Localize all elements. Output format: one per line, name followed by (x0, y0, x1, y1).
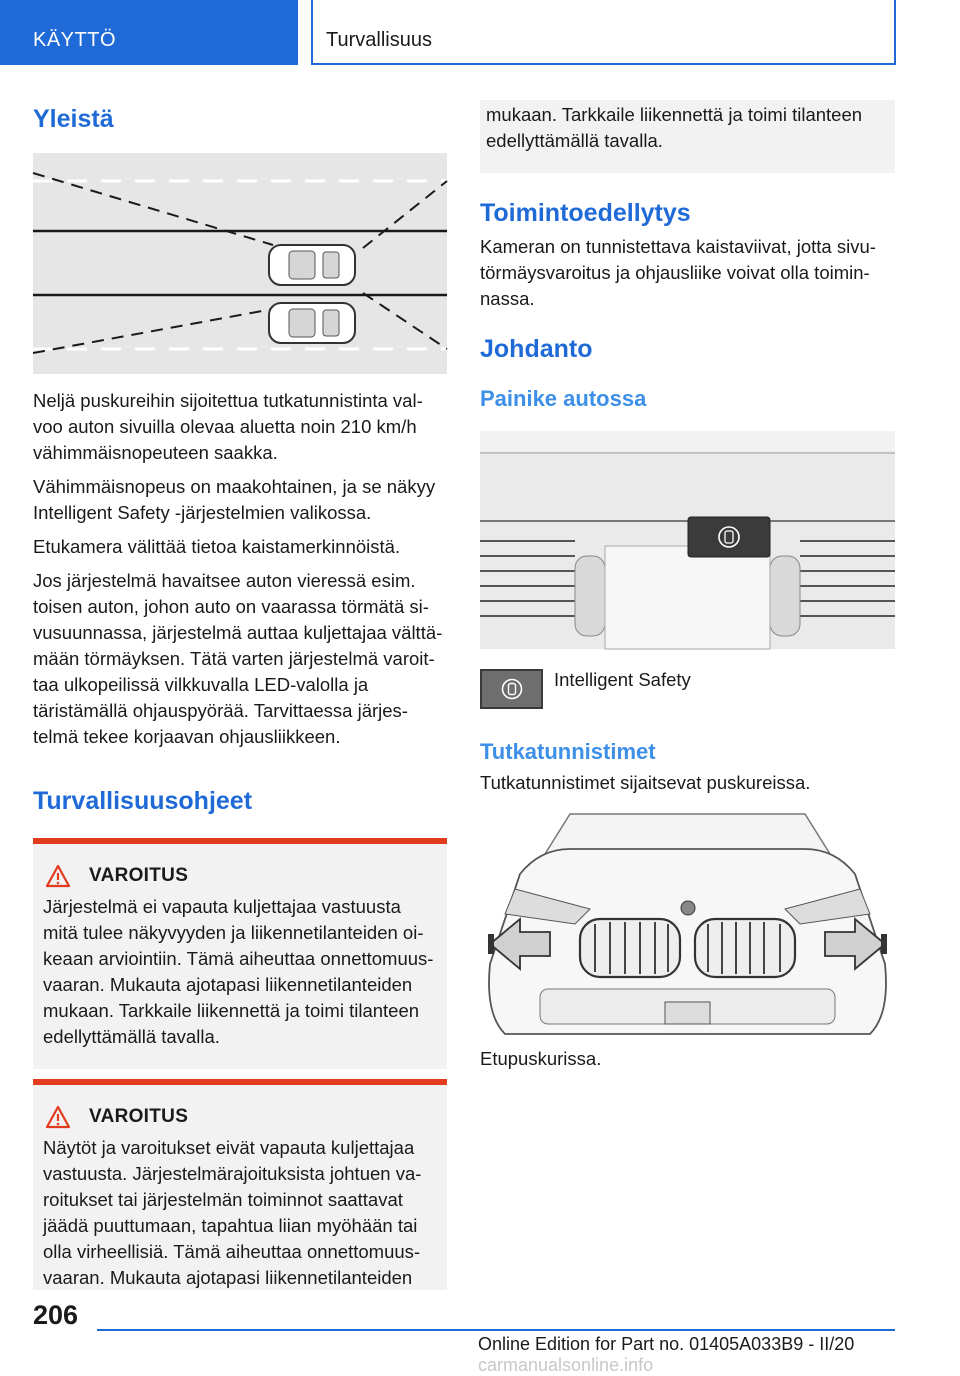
chapter-label: Turvallisuus (326, 29, 432, 51)
radar-text: Tutkatunnistimet sijaitsevat puskureissa. (480, 771, 811, 793)
paragraph-2: Vähimmäisnopeus on maakohtainen, ja se näkyy Intelligent Safety -järjestelmien valikossa. (33, 476, 436, 523)
dashboard-photo-svg (480, 431, 895, 649)
warning-continued-text: mukaan. Tarkkaile liikennettä ja toimi tilanteen edellyttämällä tavalla. (486, 104, 863, 151)
car-front-svg (480, 814, 895, 1036)
warning-label-2: VAROITUS (89, 1106, 189, 1127)
footer-edition (478, 1334, 960, 1376)
warning-box-2 (33, 1079, 447, 1290)
warning-text-2: Näytöt ja varoitukset eivät vapauta kuljettajaa vastuusta. Järjestelmärajoituksista johtuen va- roitukset tai järjestelmän toiminnot saattavat jäädä puuttumaan, tapahtua liian myöhään tai olla virheellisiä. Tämä aiheuttaa onnettomuus- vaaran. Mukauta ajotapasi liikennetilanteiden (43, 1137, 422, 1288)
paragraph-1: Neljä puskureihin sijoitettua tutkatunnistinta val- voo auton sivuilla olevaa aluetta noin 210 km/h vähimmäisnopeuteen saakka. (33, 390, 423, 463)
dashboard-photo (480, 431, 895, 649)
section-label: KÄYTTÖ (33, 29, 117, 51)
car-front-illustration (480, 814, 895, 1036)
warning-triangle-icon (45, 1105, 71, 1129)
warning-box-1 (33, 838, 447, 1069)
intelligent-safety-button[interactable] (480, 669, 543, 709)
chapter-tab (311, 0, 896, 65)
lane-diagram (33, 153, 447, 374)
section-tab (0, 0, 298, 65)
warning-text-1: Järjestelmä ei vapauta kuljettajaa vastuusta mitä tulee näkyvyyden ja liikennetilanteiden oi- keaan arviointiin. Tämä aiheuttaa onnettomuus- vaaran. Mukauta ajotapasi liikennetilanteiden mukaan. Tarkkaile liikennettä ja toimi tilanteen edellyttämällä tavalla. (43, 896, 434, 1047)
edition-text: Online Edition for Part no. 01405A033B9 - II/20 (478, 1334, 855, 1354)
warning-triangle-icon (45, 864, 71, 888)
left-column (33, 100, 447, 1290)
general-text (33, 388, 447, 750)
intelligent-safety-icon (501, 678, 523, 700)
warning-continued (480, 100, 895, 173)
page-number: 206 (33, 1300, 79, 1330)
intro-heading: Johdanto (480, 335, 593, 363)
right-column (480, 100, 895, 1072)
site-watermark: carmanualsonline.info (478, 1355, 654, 1375)
general-heading: Yleistä (33, 105, 114, 133)
car-top-icon (269, 245, 355, 285)
button-legend (480, 669, 895, 709)
requirements-heading: Toimintoedellytys (480, 199, 691, 227)
intelligent-safety-label: Intelligent Safety (554, 669, 691, 691)
paragraph-3: Etukamera välittää tietoa kaistamerkinnöistä. (33, 536, 401, 557)
paragraph-4: Jos järjestelmä havaitsee auton vieressä esim. toisen auton, johon auto on vaarassa törmätä si- vusuunnassa, järjestelmä auttaa kuljettajaa välttä- mään törmäyksen. Tätä varten järjestelmä varoit- taa ulkopeilissä vilkkuvalla LED-valolla ja täristämällä ohjauspyörää. Tarvittaessa järjes- telmä tekee korjaavan ohjausliikkeen. (33, 570, 443, 747)
button-heading: Painike autossa (480, 386, 647, 411)
radar-heading: Tutkatunnistimet (480, 739, 656, 765)
footer-rule (97, 1329, 895, 1331)
lane-diagram-svg (33, 153, 447, 374)
car-bottom-icon (269, 303, 355, 343)
figure-caption: Etupuskurissa. (480, 1047, 602, 1069)
requirements-text: Kameran on tunnistettava kaistaviivat, jotta sivu- törmäysvaroitus ja ohjausliike voivat olla toimin- nassa. (480, 236, 876, 309)
warning-label-1: VAROITUS (89, 865, 189, 886)
safety-heading: Turvallisuusohjeet (33, 787, 253, 815)
